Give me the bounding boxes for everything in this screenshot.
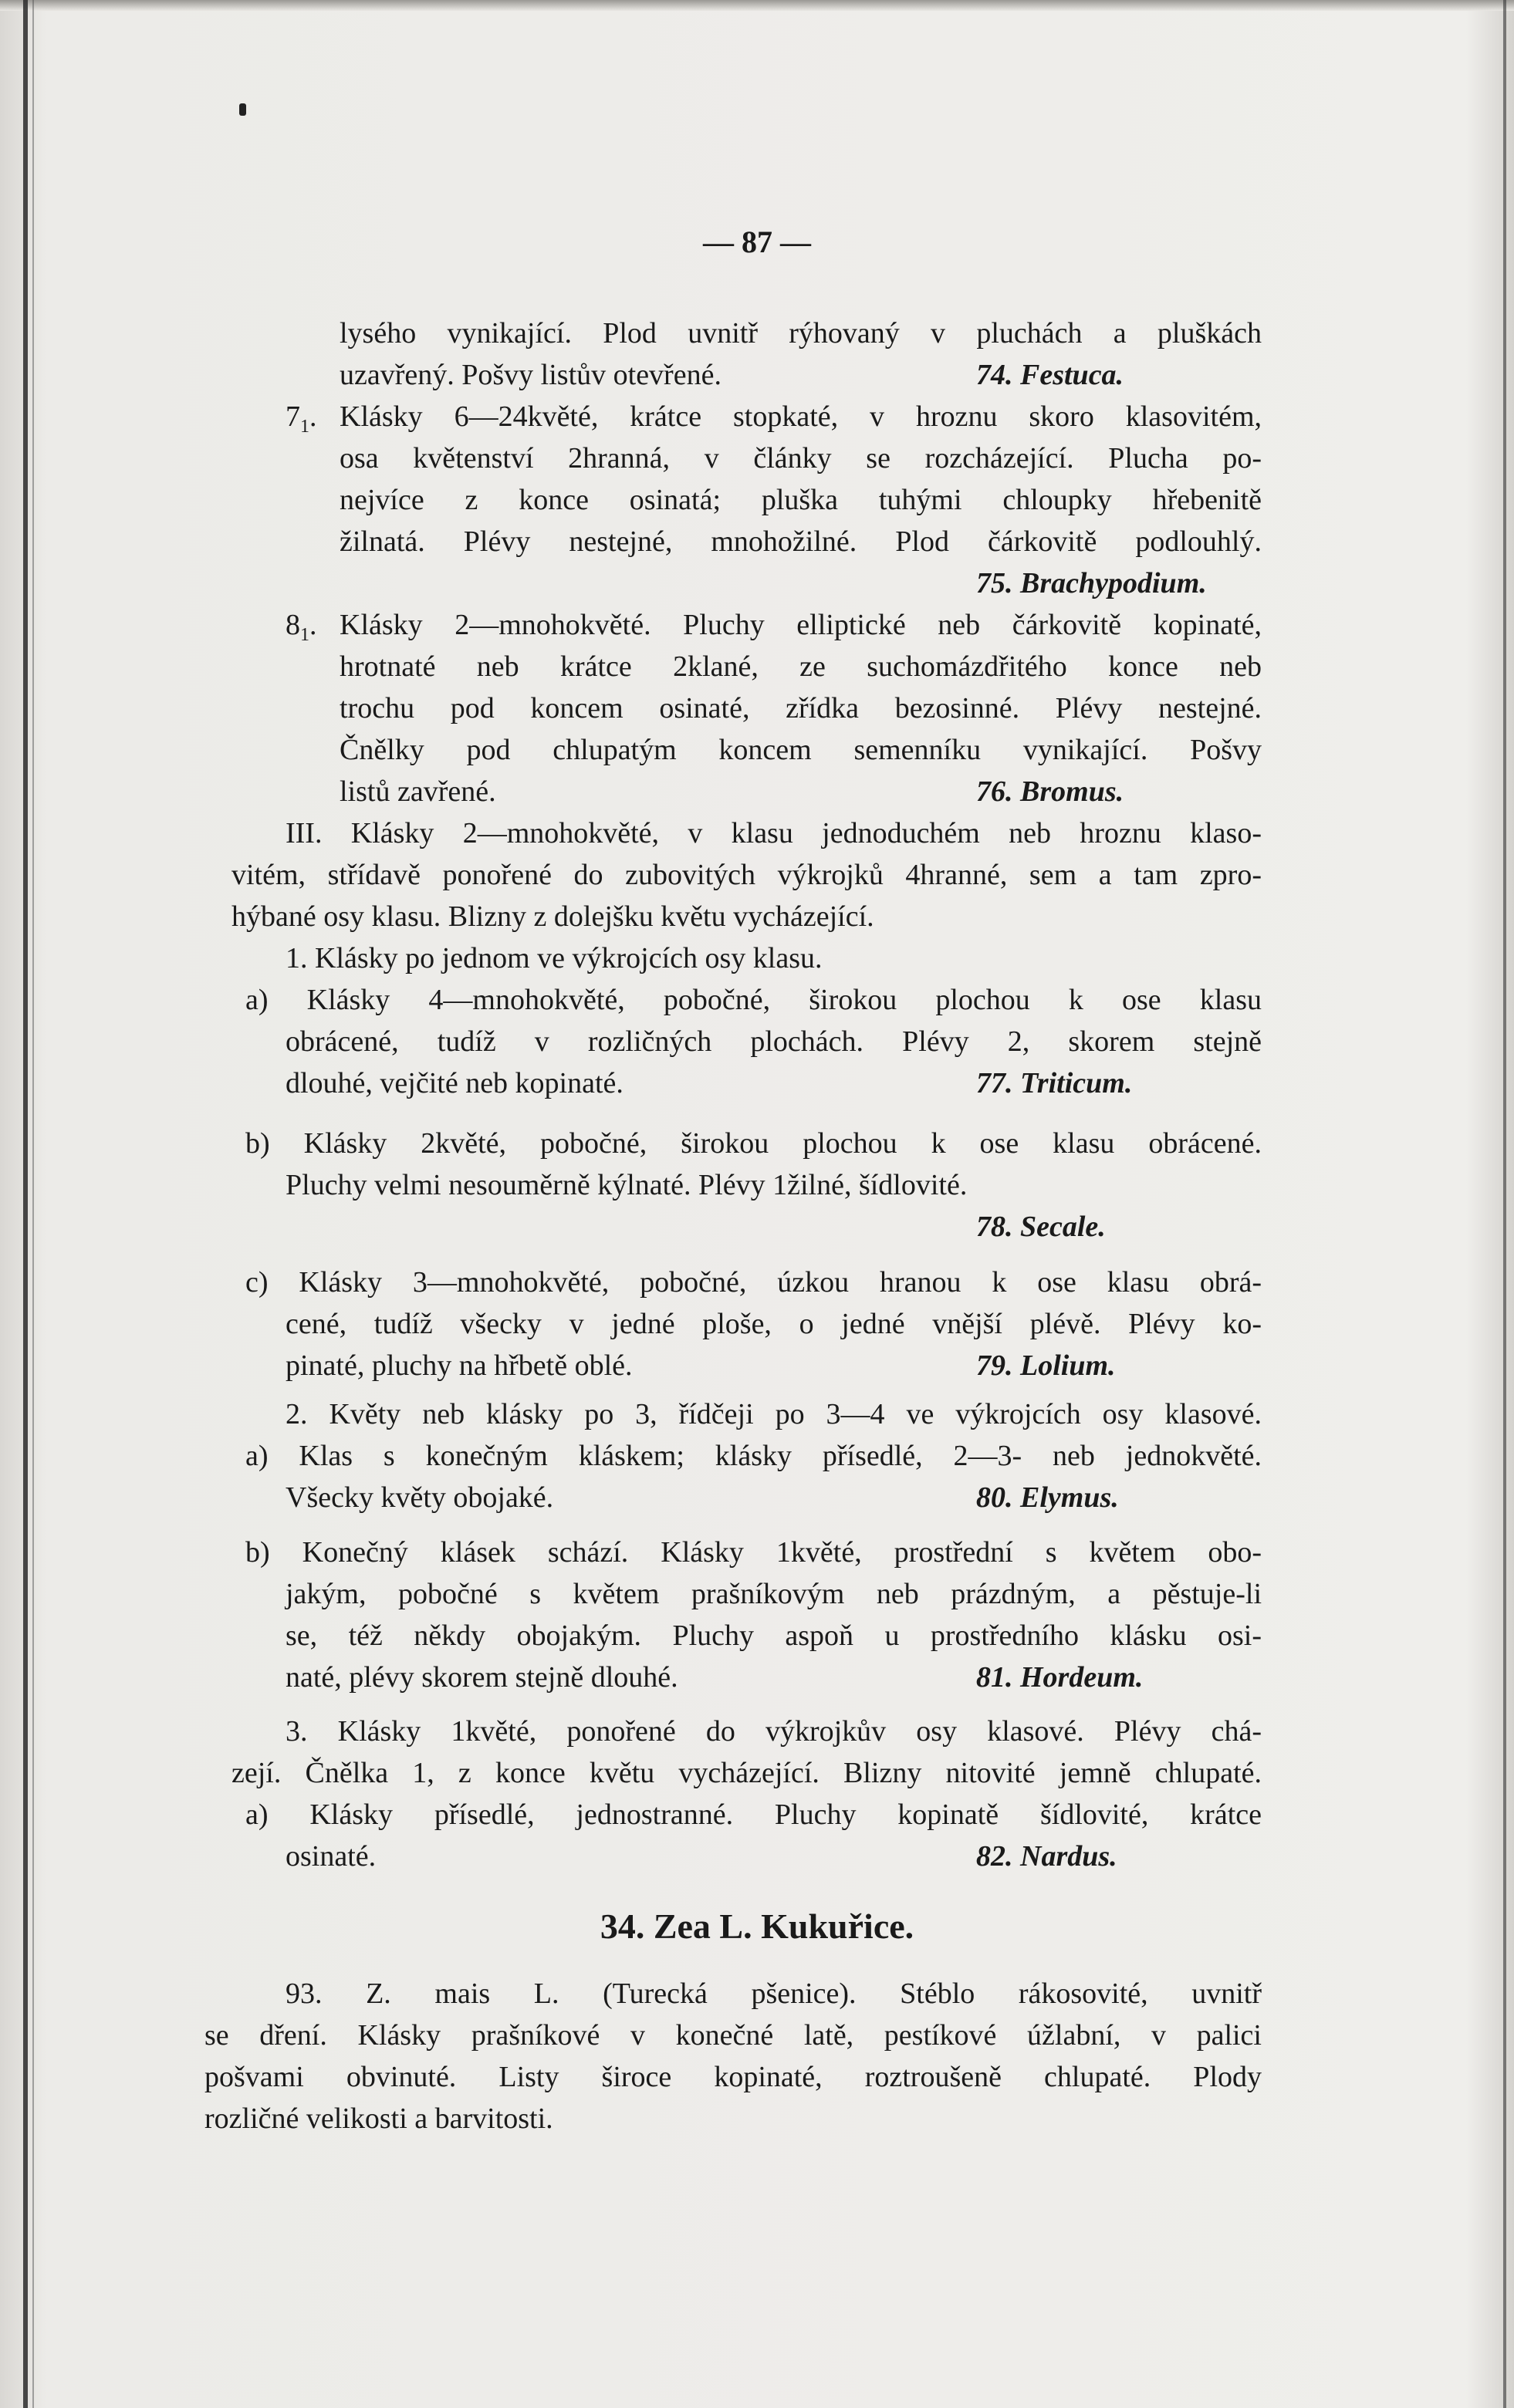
genus-label: 75. Brachypodium. — [976, 567, 1207, 599]
text-line: b) Konečný klásek schází. Klásky 1květé, prostřední s květem obo- — [245, 1536, 1262, 1569]
text-line: osinaté. — [286, 1840, 377, 1873]
text-line: žilnatá. Plévy nestejné, mnohožilné. Plod čárkovitě podlouhlý. — [340, 525, 1262, 558]
key-subscript: 1 — [300, 417, 309, 437]
genus-label: 82. Nardus. — [976, 1840, 1117, 1873]
text-line: lysého vynikající. Plod uvnitř rýhovaný v pluchách a pluškách — [340, 317, 1262, 350]
text-line: a) Klásky přísedlé, jednostranné. Pluchy kopinatě šídlovité, krátce — [245, 1798, 1262, 1831]
text-line: c) Klásky 3—mnohokvěté, pobočné, úzkou hranou k ose klasu obrá- — [245, 1266, 1262, 1299]
text-line: nejvíce z konce osinatá; pluška tuhými chloupky hřebenitě — [340, 484, 1262, 516]
text-line: listů zavřené. — [340, 775, 496, 808]
text-line: obrácené, tudíž v rozličných plochách. Plévy 2, skorem stejně — [286, 1025, 1262, 1058]
text-line: Čnělky pod chlupatým koncem semenníku vynikající. Pošvy — [340, 734, 1262, 766]
ink-spot — [239, 103, 246, 116]
text-line: a) Klásky 4—mnohokvěté, pobočné, širokou plochou k ose klasu — [245, 984, 1262, 1016]
text-line: Klásky 6—24květé, krátce stopkaté, v hroznu skoro klasovitém, — [340, 400, 1262, 433]
genus-label: 74. Festuca. — [976, 359, 1124, 391]
text-line: pinaté, pluchy na hřbetě oblé. — [286, 1349, 633, 1382]
text-line: uzavřený. Pošvy listův otevřené. — [340, 359, 722, 391]
text-line: III. Klásky 2—mnohokvěté, v klasu jednoduchém neb hroznu klaso- — [286, 817, 1262, 849]
key-number: 7 — [286, 400, 300, 433]
text-line: Pluchy velmi nesouměrně kýlnaté. Plévy 1žilné, šídlovité. — [286, 1169, 968, 1201]
text-line: jakým, pobočné s květem prašníkovým neb prázdným, a pěstuje-li — [286, 1578, 1262, 1610]
section-heading: 34. Zea L. Kukuřice. — [600, 1906, 914, 1946]
binding-shadow-left — [23, 0, 28, 2408]
genus-label: 80. Elymus. — [976, 1481, 1119, 1514]
binding-line-left — [32, 0, 34, 2408]
text-line: 2. Květy neb klásky po 3, řídčeji po 3—4 ve výkrojcích osy klasové. — [286, 1398, 1262, 1430]
text-line: trochu pod koncem osinaté, zřídka bezosinné. Plévy nestejné. — [340, 692, 1262, 724]
page-number: — 87 — — [703, 225, 811, 259]
page-top-edge — [0, 0, 1514, 11]
key-subscript: 1 — [300, 625, 309, 645]
text-line: a) Klas s konečným kláskem; klásky přísedlé, 2—3- neb jednokvěté. — [245, 1440, 1262, 1472]
text-line: dlouhé, vejčité neb kopinaté. — [286, 1067, 624, 1099]
text-line: 93. Z. mais L. (Turecká pšenice). Stéblo rákosovité, uvnitř — [286, 1977, 1262, 2010]
genus-label: 81. Hordeum. — [976, 1661, 1144, 1694]
genus-label: 77. Triticum. — [976, 1067, 1133, 1099]
text-line: naté, plévy skorem stejně dlouhé. — [286, 1661, 678, 1694]
genus-label: 76. Bromus. — [976, 775, 1124, 808]
key-number: 8 — [286, 609, 300, 641]
text-line: hrotnaté neb krátce 2klané, ze suchomázdřitého konce neb — [340, 650, 1262, 683]
key-marker: $7_1$. — [286, 400, 317, 437]
text-line: 1. Klásky po jednom ve výkrojcích osy klasu. — [286, 942, 823, 974]
text-line: vitém, střídavě ponořené do zubovitých výkrojků 4hranné, sem a tam zpro- — [231, 859, 1262, 891]
text-line: 3. Klásky 1květé, ponořené do výkrojkův osy klasové. Plévy chá- — [286, 1715, 1262, 1748]
key-marker: $8_1$. — [286, 609, 317, 645]
text-line: pošvami obvinuté. Listy široce kopinaté, roztroušeně chlupaté. Plody — [204, 2061, 1262, 2093]
genus-label: 79. Lolium. — [976, 1349, 1116, 1382]
text-line: osa květenství 2hranná, v články se rozcházející. Plucha po- — [340, 442, 1262, 475]
genus-label: 78. Secale. — [976, 1211, 1106, 1243]
text-line: Všecky květy obojaké. — [286, 1481, 554, 1514]
text-line: hýbané osy klasu. Blizny z dolejšku květu vycházející. — [231, 900, 874, 933]
text-line: se, též někdy obojakým. Pluchy aspoň u prostředního klásku osi- — [286, 1619, 1262, 1652]
text-line: zejí. Čnělka 1, z konce květu vycházející. Blizny nitovité jemně chlupaté. — [231, 1757, 1262, 1789]
text-line: cené, tudíž všecky v jedné ploše, o jedné vnější plévě. Plévy ko- — [286, 1308, 1262, 1340]
page-edge-right — [1503, 0, 1506, 2408]
text-line: rozličné velikosti a barvitosti. — [204, 2102, 553, 2135]
text-line: Klásky 2—mnohokvěté. Pluchy elliptické neb čárkovitě kopinaté, — [340, 609, 1262, 641]
text-line: se dření. Klásky prašníkové v konečné latě, pestíkové úžlabní, v palici — [204, 2019, 1262, 2052]
text-line: b) Klásky 2květé, pobočné, širokou plochou k ose klasu obrácené. — [245, 1127, 1262, 1160]
